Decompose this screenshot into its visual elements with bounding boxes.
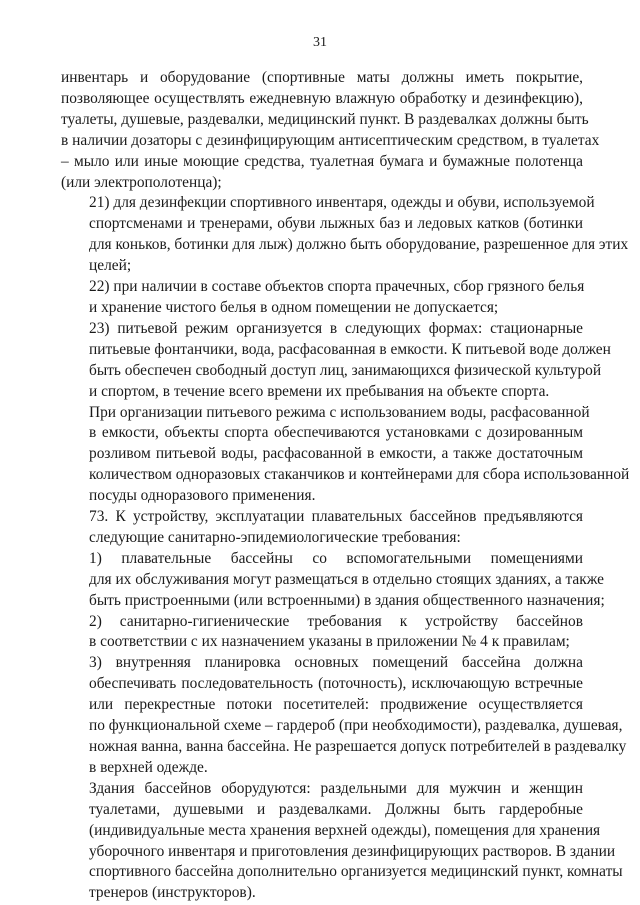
text-line: 2) санитарно-гигиенические требования к устройству бассейнов: [89, 612, 583, 630]
text-line: количеством одноразовых стаканчиков и контейнерами для сбора использованной: [89, 466, 630, 484]
text-line: питьевые фонтанчики, вода, расфасованная в емкости. К питьевой воде должен: [89, 340, 611, 358]
text-line: Здания бассейнов оборудуются: раздельными для мужчин и женщин: [89, 779, 583, 797]
paragraph: [61, 403, 630, 508]
text-line: и хранение чистого белья в одном помещении не допускается;: [89, 298, 499, 316]
text-line: и спортом, в течение всего времени их пребывания на объекте спорта.: [89, 382, 550, 400]
paragraph: [61, 193, 629, 277]
document-body: [61, 68, 630, 904]
text-line: розливом питьевой воды, расфасованной в емкости, а также достаточным: [89, 445, 583, 463]
text-line: – мыло или иные моющие средства, туалетная бумага и бумажные полотенца: [61, 152, 583, 170]
text-line: спортивного бассейна дополнительно организуется медицинский пункт, комнаты: [89, 863, 623, 881]
text-line: спортсменами и тренерами, обуви лыжных баз и ледовых катков (ботинки: [89, 215, 583, 233]
text-line: по функциональной схеме – гардероб (при необходимости), раздевалка, душевая,: [89, 717, 623, 735]
paragraph: [61, 319, 611, 403]
text-line: туалеты, душевые, раздевалки, медицинский пункт. В раздевалках должны быть: [61, 110, 589, 128]
text-line: в емкости, объекты спорта обеспечиваются установками с дозированным: [89, 424, 583, 442]
text-line: 73. К устройству, эксплуатации плавательных бассейнов предъявляются: [89, 508, 583, 526]
text-line: 1) плавательные бассейны со вспомогательными помещениями: [89, 549, 583, 567]
text-line: позволяющее осуществлять ежедневную влажную обработку и дезинфекцию),: [61, 89, 583, 107]
text-line: целей;: [89, 257, 132, 275]
text-line: уборочного инвентаря и приготовления дезинфицирующих растворов. В здании: [89, 842, 616, 860]
text-line: тренеров (инструкторов).: [89, 884, 256, 902]
paragraph: [61, 779, 623, 904]
text-line: 3) внутренняя планировка основных помещений бассейна должна: [89, 654, 583, 672]
text-line: 21) для дезинфекции спортивного инвентаря, одежды и обуви, используемой: [89, 194, 595, 212]
text-line: посуды одноразового применения.: [89, 487, 316, 505]
text-line: в верхней одежде.: [89, 758, 208, 776]
text-line: в наличии дозаторы с дезинфицирующим антисептическим средством, в туалетах: [61, 131, 600, 149]
text-line: в соответствии с их назначением указаны в приложении № 4 к правилам;: [89, 633, 570, 651]
paragraph: [61, 653, 627, 778]
paragraph: [61, 549, 605, 612]
paragraph: [61, 612, 583, 654]
text-line: быть пристроенными (или встроенными) в здания общественного назначения;: [89, 591, 605, 609]
text-line: для их обслуживания могут размещаться в отдельно стоящих зданиях, а также: [89, 570, 604, 588]
text-line: туалетами, душевыми и раздевалками. Должны быть гардеробные: [89, 800, 583, 818]
paragraph: [61, 507, 583, 549]
text-line: При организации питьевого режима с использованием воды, расфасованной: [89, 403, 590, 421]
text-line: быть обеспечен свободный доступ лиц, занимающихся физической культурой: [89, 361, 602, 379]
text-line: 23) питьевой режим организуется в следующих формах: стационарные: [89, 319, 583, 337]
page-number: 31: [313, 35, 327, 50]
text-line: или перекрестные потоки посетителей: продвижение осуществляется: [89, 696, 583, 714]
paragraph: [61, 277, 583, 319]
text-line: ножная ванна, ванна бассейна. Не разрешается допуск потребителей в раздевалку: [89, 738, 627, 755]
paragraph: [61, 68, 600, 193]
text-line: (индивидуальные места хранения верхней одежды), помещения для хранения: [89, 821, 601, 839]
text-line: для коньков, ботинки для лыж) должно быть оборудование, разрешенное для этих: [89, 236, 629, 254]
text-line: обеспечивать последовательность (поточность), исключающую встречные: [89, 675, 583, 693]
text-line: инвентарь и оборудование (спортивные маты должны иметь покрытие,: [61, 69, 583, 86]
text-line: (или электрополотенца);: [61, 173, 222, 191]
text-line: 22) при наличии в составе объектов спорта прачечных, сбор грязного белья: [89, 278, 585, 296]
text-line: следующие санитарно-эпидемиологические требования:: [89, 528, 461, 546]
